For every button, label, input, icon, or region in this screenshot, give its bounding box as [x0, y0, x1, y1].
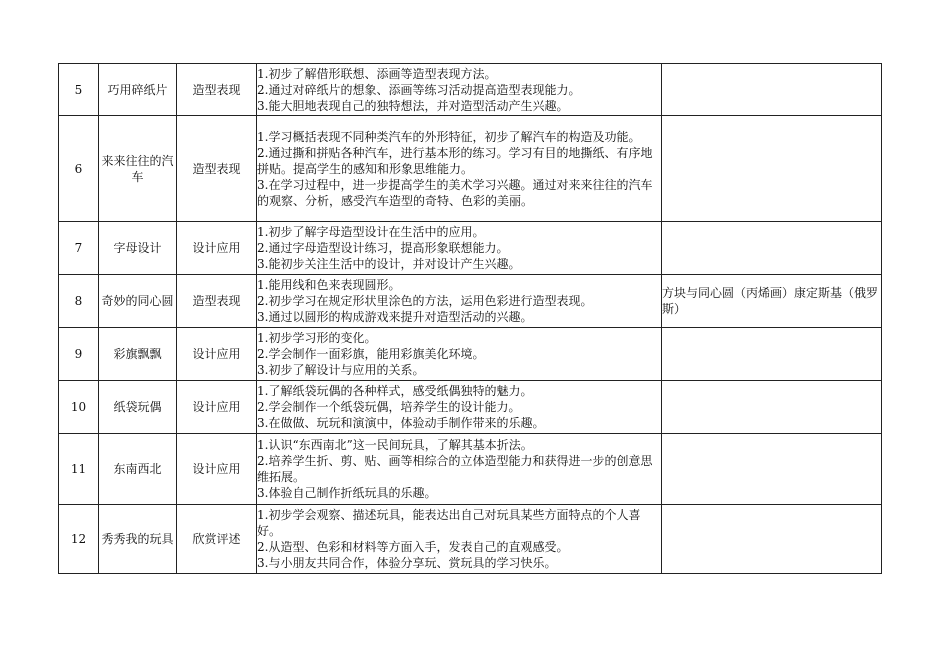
- lesson-title: 秀秀我的玩具: [99, 505, 177, 574]
- goal-item: 2.通过撕和拼贴各种汽车，进行基本形的练习。学习有目的地撕纸、有序地拼贴。提高学生的感知和形象思维能力。: [257, 145, 653, 176]
- table-row: [59, 381, 882, 434]
- lesson-title: 奇妙的同心圆: [99, 275, 177, 328]
- goal-item: 3.与小朋友共同合作，体验分享玩、赏玩具的学习快乐。: [257, 556, 557, 570]
- goal-item: 1.学习概括表现不同种类汽车的外形特征，初步了解汽车的构造及功能。: [257, 129, 641, 144]
- goal-item: 3.在做做、玩玩和演演中，体验动手制作带来的乐趣。: [257, 416, 545, 430]
- goal-item: 1.了解纸袋玩偶的各种样式，感受纸偶独特的魅力。: [257, 384, 533, 398]
- lesson-number: 12: [59, 505, 99, 574]
- goal-item: 2.通过对碎纸片的想象、添画等练习活动提高造型表现能力。: [257, 82, 581, 97]
- lesson-goals: [257, 64, 662, 116]
- lesson-category: 造型表现: [177, 275, 257, 328]
- lesson-title: 字母设计: [99, 222, 177, 275]
- lesson-title: 东南西北: [99, 434, 177, 505]
- lesson-goals: [257, 381, 662, 434]
- lesson-number: 11: [59, 434, 99, 505]
- goal-item: 3.初步了解设计与应用的关系。: [257, 363, 425, 377]
- table-row: [59, 275, 882, 328]
- lesson-category: 设计应用: [177, 328, 257, 381]
- lesson-category: 设计应用: [177, 381, 257, 434]
- lesson-goals: [257, 116, 662, 222]
- lesson-number: 10: [59, 381, 99, 434]
- lesson-title: 来来往往的汽车: [99, 116, 177, 222]
- lesson-category: 造型表现: [177, 116, 257, 222]
- goal-item: 1.认识“东西南北”这一民间玩具，了解其基本折法。: [257, 438, 533, 452]
- goal-item: 3.能初步关注生活中的设计，并对设计产生兴趣。: [257, 257, 521, 271]
- lesson-goals: [257, 505, 662, 574]
- lesson-title: 纸袋玩偶: [99, 381, 177, 434]
- lesson-number: 6: [59, 116, 99, 222]
- table-row: [59, 64, 882, 116]
- lesson-goals: [257, 275, 662, 328]
- goal-item: 1.能用线和色来表现圆形。: [257, 278, 401, 292]
- lesson-number: 7: [59, 222, 99, 275]
- goal-item: 1.初步学会观察、描述玩具，能表达出自己对玩具某些方面特点的个人喜好。: [257, 508, 641, 538]
- goal-item: 2.从造型、色彩和材料等方面入手，发表自己的直观感受。: [257, 540, 569, 554]
- lesson-goals: [257, 434, 662, 505]
- reference-artwork: [662, 222, 882, 275]
- table-row: [59, 116, 882, 222]
- table-row: [59, 222, 882, 275]
- reference-artwork: [662, 116, 882, 222]
- goal-item: 1.初步了解借形联想、添画等造型表现方法。: [257, 66, 497, 81]
- goal-item: 2.学会制作一面彩旗，能用彩旗美化环境。: [257, 347, 485, 361]
- goal-item: 2.学会制作一个纸袋玩偶，培养学生的设计能力。: [257, 400, 521, 414]
- lesson-category: 设计应用: [177, 222, 257, 275]
- lesson-goals: [257, 328, 662, 381]
- lesson-title: 巧用碎纸片: [99, 64, 177, 116]
- goal-item: 3.能大胆地表现自己的独特想法，并对造型活动产生兴趣。: [257, 98, 569, 113]
- lesson-title: 彩旗飘飘: [99, 328, 177, 381]
- lesson-number: 9: [59, 328, 99, 381]
- goal-item: 3.通过以圆形的构成游戏来提升对造型活动的兴趣。: [257, 310, 533, 324]
- goal-item: 2.初步学习在规定形状里涂色的方法，运用色彩进行造型表现。: [257, 294, 593, 308]
- reference-artwork: [662, 434, 882, 505]
- goal-item: 3.体验自己制作折纸玩具的乐趣。: [257, 486, 437, 500]
- table-row: [59, 505, 882, 574]
- lesson-category: 设计应用: [177, 434, 257, 505]
- lesson-category: 欣赏评述: [177, 505, 257, 574]
- table-row: [59, 434, 882, 505]
- reference-artwork: [662, 64, 882, 116]
- lesson-table: [58, 63, 882, 574]
- lesson-goals: [257, 222, 662, 275]
- lesson-category: 造型表现: [177, 64, 257, 116]
- goal-item: 3.在学习过程中，进一步提高学生的美术学习兴趣。通过对来来往往的汽车的观察、分析，感受汽车造型的奇特、色彩的美丽。: [257, 177, 653, 208]
- reference-artwork: [662, 505, 882, 574]
- goal-item: 1.初步学习形的变化。: [257, 331, 377, 345]
- table-row: [59, 328, 882, 381]
- goal-item: 1.初步了解字母造型设计在生活中的应用。: [257, 225, 485, 239]
- goal-item: 2.通过字母造型设计练习，提高形象联想能力。: [257, 241, 509, 255]
- lesson-number: 8: [59, 275, 99, 328]
- lesson-number: 5: [59, 64, 99, 116]
- reference-artwork: 方块与同心圆（丙烯画）康定斯基（俄罗斯）: [662, 275, 882, 328]
- reference-artwork: [662, 381, 882, 434]
- goal-item: 2.培养学生折、剪、贴、画等相综合的立体造型能力和获得进一步的创意思维拓展。: [257, 454, 653, 484]
- reference-artwork: [662, 328, 882, 381]
